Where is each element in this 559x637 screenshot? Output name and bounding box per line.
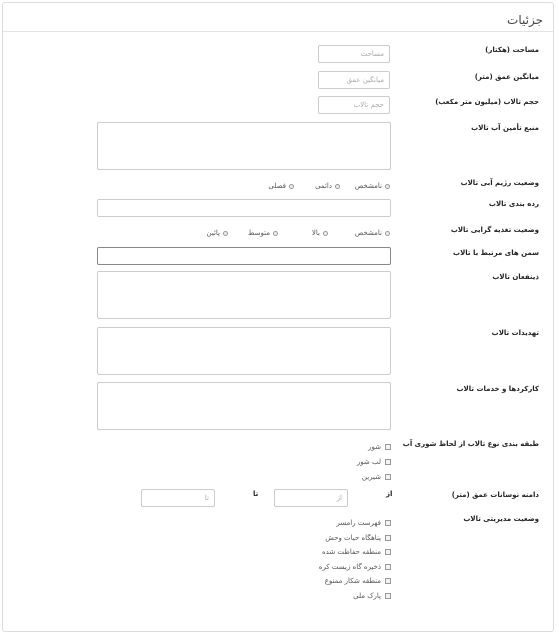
depth-range-from-label: از bbox=[386, 490, 393, 498]
radio-icon bbox=[335, 184, 340, 189]
trophic-label: وضعیت تغذیه گرایی تالاب bbox=[450, 226, 539, 234]
stakeholders-input[interactable] bbox=[97, 247, 391, 265]
area-input[interactable] bbox=[318, 45, 390, 63]
salinity-label: طبقه بندی نوع تالاب از لحاظ شوری آب bbox=[402, 440, 539, 448]
depth-range-to-input[interactable] bbox=[141, 489, 215, 507]
management-label: وضعیت مدیریتی تالاب bbox=[463, 515, 539, 523]
management-option-ramsar[interactable]: فهرست رامسر bbox=[336, 519, 391, 527]
management-option-biosphere-reserve[interactable]: ذخیره گاه زیست کره bbox=[319, 563, 391, 571]
radio-icon bbox=[323, 231, 328, 236]
water-source-textarea[interactable] bbox=[97, 122, 391, 170]
volume-label: حجم تالاب (میلیون متر مکعب) bbox=[435, 98, 539, 106]
checkbox-icon bbox=[385, 593, 391, 599]
checkbox-icon bbox=[385, 549, 391, 555]
salinity-option-salty[interactable]: شور bbox=[368, 443, 391, 451]
radio-icon bbox=[273, 231, 278, 236]
radio-icon bbox=[385, 184, 390, 189]
functions-textarea[interactable] bbox=[97, 382, 391, 430]
salinity-option-fresh[interactable]: شیرین bbox=[362, 473, 391, 481]
checkbox-icon bbox=[385, 444, 391, 450]
checkbox-icon bbox=[385, 474, 391, 480]
beneficiaries-label: ذینفعان تالاب bbox=[492, 273, 539, 281]
water-regime-label: وضعیت رژیم آبی تالاب bbox=[460, 179, 539, 187]
title-divider bbox=[3, 31, 553, 32]
trophic-radio-group bbox=[195, 229, 390, 239]
beneficiaries-textarea[interactable] bbox=[97, 271, 391, 319]
checkbox-icon bbox=[385, 578, 391, 584]
trophic-option-high[interactable]: بالا bbox=[312, 229, 328, 237]
salinity-option-brackish[interactable]: لب شور bbox=[357, 458, 391, 466]
checkbox-icon bbox=[385, 535, 391, 541]
threats-textarea[interactable] bbox=[97, 327, 391, 375]
depth-range-label: دامنه نوسانات عمق (متر) bbox=[451, 491, 539, 499]
management-option-national-park[interactable]: پارک ملی bbox=[353, 592, 391, 600]
management-option-wildlife-refuge[interactable]: پناهگاه حیات وحش bbox=[325, 534, 391, 542]
water-regime-option-seasonal[interactable]: فصلی bbox=[268, 182, 294, 190]
management-option-protected-area[interactable]: منطقه حفاظت شده bbox=[322, 548, 391, 556]
water-regime-option-permanent[interactable]: دائمی bbox=[315, 182, 340, 190]
water-source-label: منبع تأمین آب تالاب bbox=[471, 124, 539, 132]
threats-label: تهدیدات تالاب bbox=[491, 329, 539, 337]
panel-title: جزئیات bbox=[507, 13, 543, 27]
radio-icon bbox=[385, 231, 390, 236]
depth-range-from-input[interactable] bbox=[274, 489, 348, 507]
classification-label: رده بندی تالاب bbox=[488, 200, 539, 208]
checkbox-icon bbox=[385, 564, 391, 570]
water-regime-radio-group bbox=[240, 182, 390, 192]
area-label: مساحت (هکتار) bbox=[485, 46, 539, 54]
checkbox-icon bbox=[385, 520, 391, 526]
classification-input[interactable] bbox=[97, 199, 391, 217]
trophic-option-unknown[interactable]: نامشخص bbox=[355, 229, 390, 237]
radio-icon bbox=[223, 231, 228, 236]
functions-label: کارکردها و خدمات تالاب bbox=[456, 385, 539, 393]
depth-range-to-label: تا bbox=[253, 490, 259, 498]
management-option-no-hunting-area[interactable]: منطقه شکار ممنوع bbox=[325, 577, 391, 585]
trophic-option-medium[interactable]: متوسط bbox=[248, 229, 278, 237]
radio-icon bbox=[289, 184, 294, 189]
depth-input[interactable] bbox=[318, 71, 390, 89]
stakeholders-label: سمن های مرتبط با تالاب bbox=[453, 249, 539, 257]
depth-label: میانگین عمق (متر) bbox=[474, 73, 539, 81]
volume-input[interactable] bbox=[318, 96, 390, 114]
checkbox-icon bbox=[385, 459, 391, 465]
trophic-option-low[interactable]: پائین bbox=[207, 229, 228, 237]
water-regime-option-unknown[interactable]: نامشخص bbox=[355, 182, 390, 190]
